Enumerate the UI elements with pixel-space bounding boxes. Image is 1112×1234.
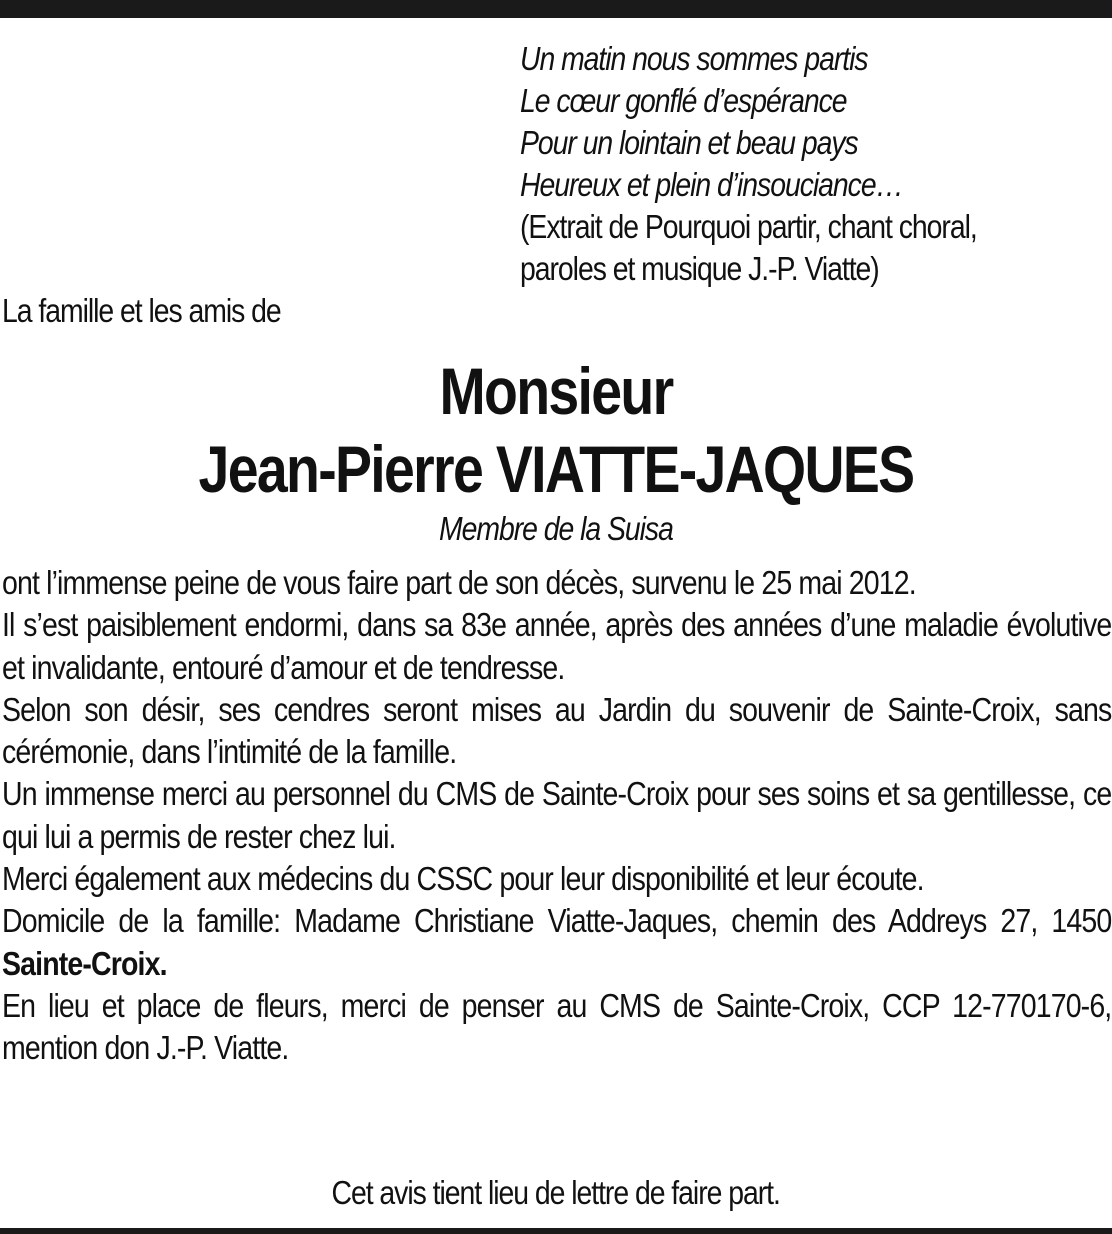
deceased-title: Monsieur — [439, 354, 673, 428]
poem-source-line: (Extrait de Pourquoi partir, chant choral, — [520, 208, 977, 245]
notice-body — [2, 562, 1111, 1070]
epigraph-poem — [520, 38, 1029, 290]
closing-text: Cet avis tient lieu de lettre de faire part. — [331, 1174, 781, 1211]
bottom-border-rule — [0, 1228, 1112, 1234]
domicile-text: Domicile de la famille: Madame Christiane Viatte-Jaques, chemin des Addreys 27, 1450 — [2, 902, 1112, 940]
body-paragraph-domicile — [2, 900, 1111, 985]
poem-line: Heureux et plein d’insouciance… — [520, 166, 903, 203]
body-paragraph: ont l’immense peine de vous faire part de son décès, survenu le 25 mai 2012. — [2, 564, 916, 601]
body-paragraph: Selon son désir, ses cendres seront mises au Jardin du souvenir de Sainte-Croix, sans cérémonie, dans l’intimité de la famille. — [2, 690, 1112, 771]
body-paragraph: Merci également aux médecins du CSSC pour leur disponibilité et leur écoute. — [2, 860, 924, 898]
poem-line: Pour un lointain et beau pays — [520, 124, 858, 161]
deceased-subtitle-text: Membre de la Suisa — [439, 510, 673, 547]
poem-line: Un matin nous sommes partis — [520, 40, 868, 77]
poem-source-line: paroles et musique J.-P. Viatte) — [520, 250, 879, 287]
closing-note — [0, 1172, 1112, 1214]
top-border-rule — [0, 0, 1112, 18]
deceased-name-block — [0, 352, 1112, 508]
deceased-name: Jean-Pierre VIATTE-JAQUES — [198, 432, 914, 506]
intro-text: La famille et les amis de — [2, 292, 281, 329]
body-paragraph: Un immense merci au personnel du CMS de Sainte-Croix pour ses soins et sa gentillesse, ce qui lui a permis de rester chez lui. — [2, 775, 1112, 855]
body-paragraph: Il s’est paisiblement endormi, dans sa 83e année, après des années d’une maladie évolutive et invalidante, entouré d’amour et de tendresse. — [2, 606, 1112, 686]
poem-line: Le cœur gonflé d’espérance — [520, 82, 847, 119]
domicile-city: Sainte-Croix. — [2, 944, 167, 982]
deceased-subtitle — [0, 508, 1112, 550]
body-paragraph: En lieu et place de fleurs, merci de penser au CMS de Sainte-Croix, CCP 12-770170-6, mention don J.-P. Viatte. — [2, 986, 1112, 1067]
